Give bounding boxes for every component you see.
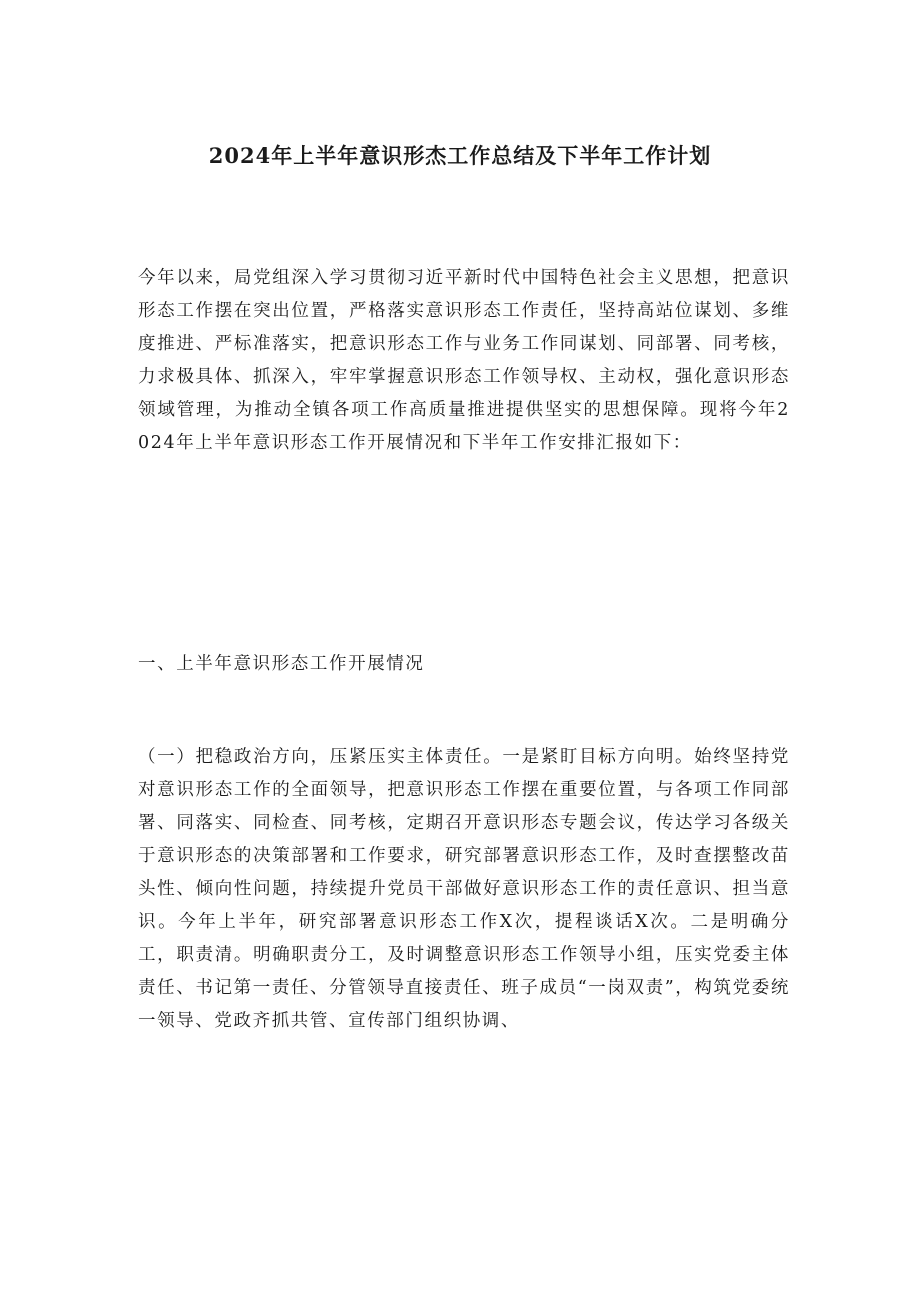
section-paragraph: （一）把稳政治方向，压紧压实主体责任。一是紧盯目标方向明。始终坚持党对意识形态工作的全面领导，把意识形态工作摆在重要位置，与各项工作同部署、同落实、同检查、同考核，定期召开意识形态专题会议，传达学习各级关于意识形态的决策部署和工作要求，研究部署意识形态工作，及时查摆整改苗头性、倾向性问题，持续提升党员干部做好意识形态工作的责任意识、担当意识。今年上半年，研究部署意识形态工作X次，提程谈话X次。二是明确分工，职责清。明确职责分工，及时调整意识形态工作领导小组，压实党委主体责任、书记第一责任、分管领导直接责任、班子成员“一岗双责”，构筑党委统一领导、党政齐抓共管、宣传部门组织协调、	[138, 747, 790, 1031]
intro-paragraph: 今年以来，局党组深入学习贯彻习近平新时代中国特色社会主义思想，把意识形态工作摆在突出位置，严格落实意识形态工作责任，坚持高站位谋划、多维度推进、严标准落实，把意识形态工作与业务工作同谋划、同部署、同考核，力求极具体、抓深入，牢牢掌握意识形态工作领导权、主动权，强化意识形态领域管理，为推动全镇各项工作高质量推进提供坚实的思想保障。现将今年2024年上半年意识形态工作开展情况和下半年工作安排汇报如下：	[138, 268, 790, 453]
document-title: 2024年上半年意识形杰工作总结及下半年工作计划	[208, 143, 712, 168]
section-heading: 一、上半年意识形态工作开展情况	[138, 654, 425, 674]
